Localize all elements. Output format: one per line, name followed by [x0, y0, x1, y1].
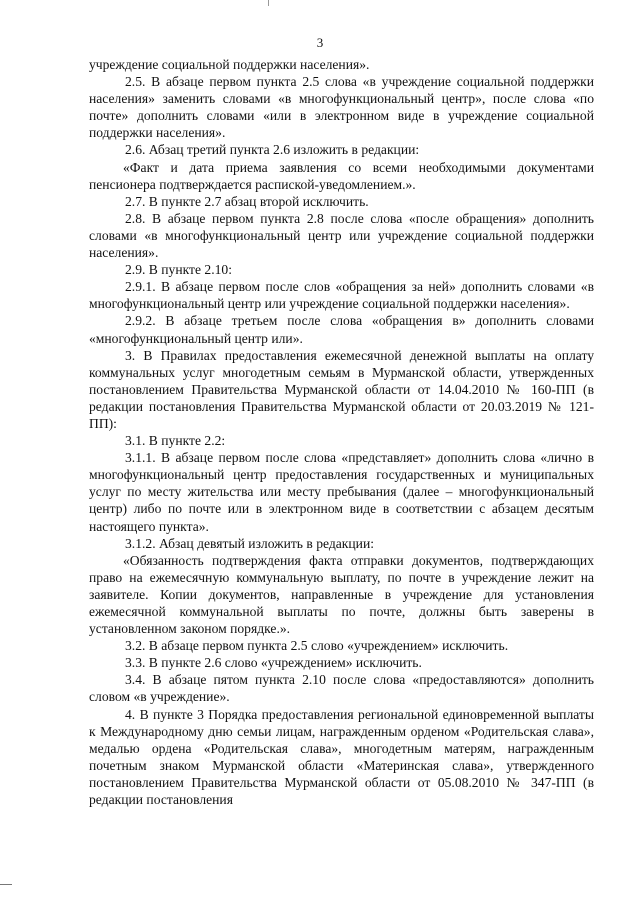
paragraph-3-3: 3.3. В пункте 2.6 слово «учреждением» исключить.	[125, 655, 422, 671]
paragraph-3-1: 3.1. В пункте 2.2:	[125, 433, 226, 449]
document-body	[89, 56, 594, 808]
paragraph-3: 3. В Правилах предоставления ежемесячной денежной выплаты на оплату коммунальных услуг многодетным семьям в Мурманской области, утвержденных постановлением Правительства Мурманской области от 14.04.2010 № 160-ПП (в редакции постановления Правительства Мурманской области от 20.03.2019 № 121-ПП):	[89, 347, 594, 431]
paragraph-2-9-1: 2.9.1. В абзаце первом после слов «обращения за ней» дополнить словами «в многофункциональный центр или учреждение социальной поддержки населения».	[89, 279, 594, 312]
paragraph-2-7: 2.7. В пункте 2.7 абзац второй исключить.	[125, 193, 369, 209]
paragraph-3-1-2: 3.1.2. Абзац девятый изложить в редакции:	[125, 535, 375, 551]
paragraph-4: 4. В пункте 3 Порядка предоставления региональной единовременной выплаты к Международному дню семьи лицам, награжденным орденом «Родительская слава», медалью ордена «Родительская слава», многодетным матерям, награжденным почетным знаком Мурманской области «Материнская слава», утвержденного постановлением Правительства Мурманской области от 05.08.2010 № 347-ПП (в редакции постановления	[89, 706, 594, 808]
paragraph-3-2: 3.2. В абзаце первом пункта 2.5 слово «учреждением» исключить.	[125, 638, 509, 654]
scan-mark-edge	[0, 884, 12, 885]
paragraph-3-4: 3.4. В абзаце пятом пункта 2.10 после слова «предоставляются» дополнить словом «в учреждение».	[89, 672, 594, 705]
paragraph-3-1-2-quote: «Обязанность подтверждения факта отправки документов, подтверждающих право на ежемесячную коммунальную выплату, по почте в учреждение лежит на заявителе. Копии документов, направленные в учреждение для установления ежемесячной коммунальной выплаты по почте, должны быть заверены в установленном законом порядке.».	[89, 552, 594, 637]
paragraph-2-6-quote: «Факт и дата приема заявления со всеми необходимыми документами пенсионера подтверждается распиской-уведомлением.».	[89, 159, 594, 192]
paragraph-2-5: 2.5. В абзаце первом пункта 2.5 слова «в учреждение социальной поддержки населения» заменить словами «в многофункциональный центр», после слова «по почте» дополнить словами «или в электронном виде в учреждение социальной поддержки населения».	[89, 74, 594, 141]
paragraph-2-6: 2.6. Абзац третий пункта 2.6 изложить в редакции:	[125, 142, 420, 158]
paragraph-2-9: 2.9. В пункте 2.10:	[125, 262, 232, 278]
paragraph-2-9-2: 2.9.2. В абзаце третьем после слова «обращения в» дополнить словами «многофункциональный центр или».	[89, 313, 594, 346]
paragraph-3-1-1: 3.1.1. В абзаце первом после слова «представляет» дополнить слова «лично в многофункциональный центр предоставления государственных и муниципальных услуг по месту жительства или месту пребывания (далее – многофункциональный центр) либо по почте или в электронном виде в соответствии с абзацем десятым настоящего пункта».	[89, 450, 594, 534]
paragraph-continuation: учреждение социальной поддержки населения».	[89, 57, 370, 72]
scan-mark-top	[268, 0, 269, 6]
page-number: 3	[316, 35, 324, 50]
paragraph-2-8: 2.8. В абзаце первом пункта 2.8 после слова «после обращения» дополнить словами «в многофункциональный центр или учреждение социальной поддержки населения».	[89, 210, 594, 261]
